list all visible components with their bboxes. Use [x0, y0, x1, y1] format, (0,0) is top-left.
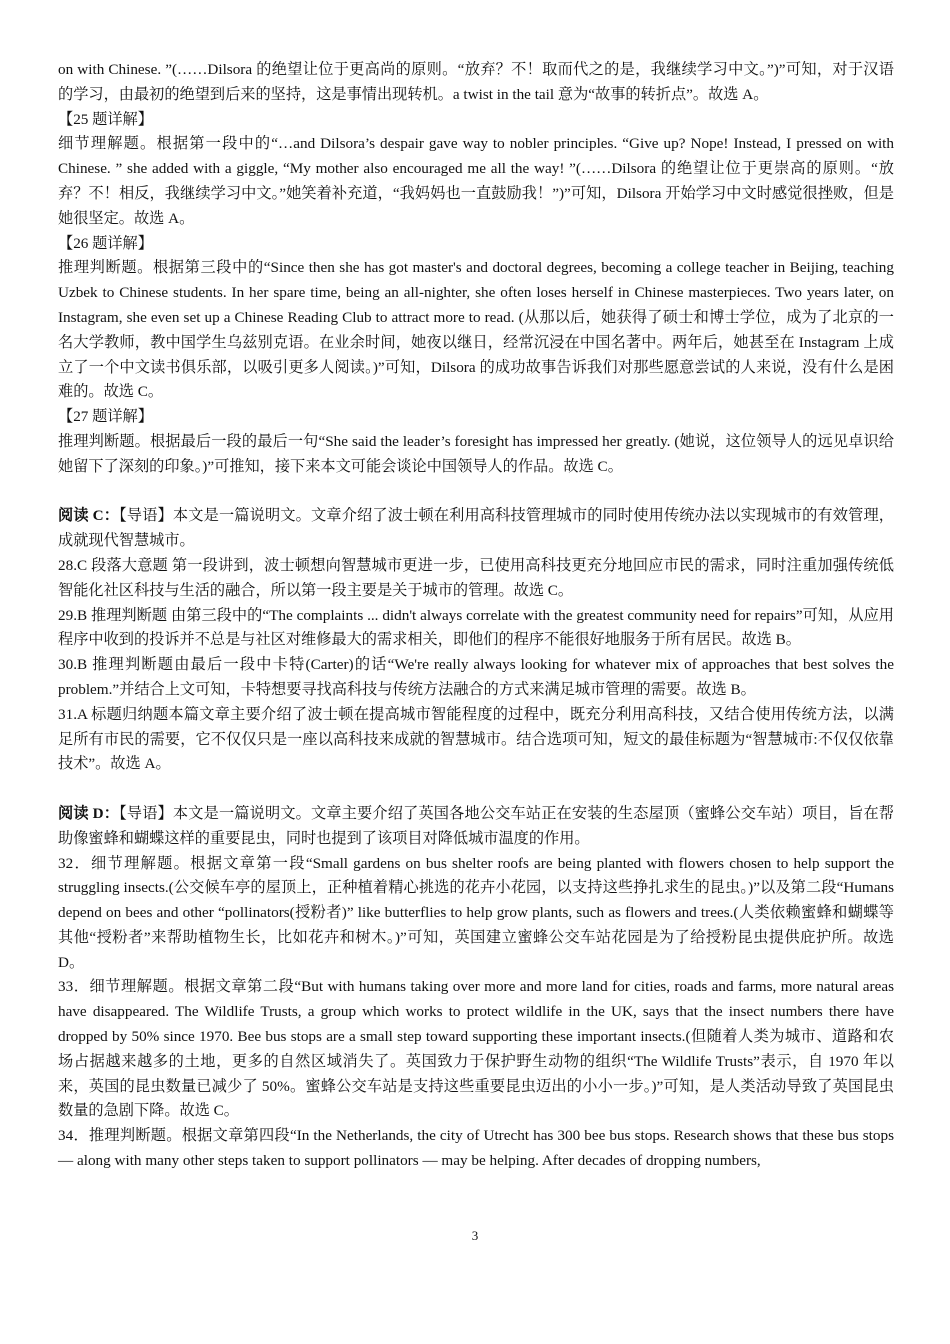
- explanation-paragraph: on with Chinese. ”(……Dilsora 的绝望让位于更高尚的原则。“放弃？不！取而代之的是，我继续学习中文。”)”可知，对于汉语的学习，由最初的绝望到后来的坚持，这是事情出现转机。a twist in the tail 意为“故事的转折点”。故选 A。: [58, 61, 894, 103]
- explanation-paragraph: 32．细节理解题。根据文章第一段“Small gardens on bus shelter roofs are being planted with flowers chosen to help support the struggling insects.(公交候车亭的屋顶上，正种植着精心挑选的花卉小花园，以支持这些挣扎求生的昆虫。)”以及第二段“Humans depend on bees and other “pollinators(授粉者)” like butterflies to help grow plants, such as flowers and trees.(人类依赖蜜蜂和蝴蝶等其他“授粉者”来帮助植物生长，比如花卉和树木。)”可知，英国建立蜜蜂公交车站花园是为了给授粉昆虫提供庇护所。故选 D。: [58, 854, 894, 971]
- explanation-paragraph: 30.B 推理判断题由最后一段中卡特(Carter)的话“We're really always looking for whatever mix of approaches that best solves the problem.”并结合上文可知，卡特想要寻找高科技与传统方法融合的方式来满足城市管理的需要。故选 B。: [58, 656, 894, 698]
- question-heading: 【27 题详解】: [58, 408, 153, 426]
- explanation-paragraph: 推理判断题。根据第三段中的“Since then she has got master's and doctoral degrees, becoming a college teacher in Beijing, teaching Uzbek to Chinese students. In her spare time, being an all-nighter, she often loses herself in Chinese masterpieces. Two years later, on Instagram, she even set up a Chinese Reading Club to attract more to read. (从那以后，她获得了硕士和博士学位，成为了北京的一名大学教师，教中国学生乌兹别克语。在业余时间，她夜以继日，经常沉浸在中国名著中。两年后，她甚至在 Instagram 上成立了一个中文读书俱乐部，以吸引更多人阅读。)”可知，Dilsora 的成功故事告诉我们对那些愿意尝试的人来说，没有什么是困难的。故选 C。: [58, 259, 894, 401]
- explanation-paragraph: 31.A 标题归纳题本篇文章主要介绍了波士顿在提高城市智能程度的过程中，既充分利用高科技，又结合使用传统方法，以满足所有市民的需要，它不仅仅只是一座以高科技来成就的智慧城市。结合选项可知，短文的最佳标题为“智慧城市:不仅仅依靠技术”。故选 A。: [58, 705, 894, 773]
- explanation-paragraph: 细节理解题。根据第一段中的“…and Dilsora’s despair gave way to nobler principles. “Give up? Nope! Instead, I pressed on with Chinese. ” she added with a giggle, “My mother also encouraged me all the way! ”(……Dilsora 的绝望让位于更崇高的原则。“放弃？不！相反，我继续学习中文。”她笑着补充道，“我妈妈也一直鼓励我！”)”可知，Dilsora 开始学习中文时感觉很挫败，但是她很坚定。故选 A。: [58, 135, 894, 227]
- section-intro-text: 【导语】本文是一篇说明文。文章介绍了波士顿在利用高科技管理城市的同时使用传统办法以实现城市的有效管理，成就现代智慧城市。: [58, 507, 894, 550]
- section-label: 阅读 D：: [58, 804, 120, 822]
- paragraph-gap: [58, 777, 894, 802]
- explanation-paragraph: 28.C 段落大意题 第一段讲到，波士顿想向智慧城市更进一步，已使用高科技更充分地回应市民的需求，同时注重加强传统低智能化社区科技与生活的融合，所以第一段主要是关于城市的管理。故选 C。: [58, 556, 894, 599]
- explanation-paragraph: 34．推理判断题。根据文章第四段“In the Netherlands, the city of Utrecht has 300 bee bus stops. Research shows that these bus stops— along with many other steps taken to support pollinators — may be helping. After decades of dropping numbers,: [58, 1127, 894, 1170]
- section-intro: [58, 802, 894, 852]
- section-intro-text: 【导语】本文是一篇说明文。文章主要介绍了英国各地公交车站正在安装的生态屋顶（蜜蜂公交车站）项目，旨在帮助像蜜蜂和蝴蝶这样的重要昆虫，同时也提到了该项目对降低城市温度的作用。: [58, 804, 894, 847]
- section-intro: [58, 504, 894, 554]
- question-heading: 【26 题详解】: [58, 234, 153, 252]
- document-body: [58, 58, 894, 1174]
- explanation-paragraph: 33．细节理解题。根据文章第二段“But with humans taking over more and more land for cities, roads and farms, more natural areas have disappeared. The Wildlife Trusts, a group which works to protect wildlife in the UK, says that the insect numbers there have dropped by 50% since 1970. Bee bus stops are a small step toward supporting these important insects.(但随着人类为城市、道路和农场占据越来越多的土地，更多的自然区域消失了。英国致力于保护野生动物的组织“The Wildlife Trusts”表示，自 1970 年以来，英国的昆虫数量已减少了 50%。蜜蜂公交车站是支持这些重要昆虫迈出的小小一步。)”可知，是人类活动导致了英国昆虫数量的急剧下降。故选 C。: [58, 978, 894, 1120]
- page-number: 3: [471, 1228, 479, 1243]
- explanation-paragraph: 推理判断题。根据最后一段的最后一句“She said the leader’s foresight has impressed her greatly. (她说，这位领导人的远见卓识给她留下了深刻的印象。)”可推知，接下来本文可能会谈论中国领导人的作品。故选 C。: [58, 432, 894, 475]
- explanation-paragraph: 29.B 推理判断题 由第三段中的“The complaints ... didn't always correlate with the greatest community need for repairs”可知，从应用程序中收到的投诉并不总是与社区对维修最大的需求相关，即他们的程序不能很好地服务于所有居民。故选 B。: [58, 606, 894, 649]
- paragraph-gap: [58, 480, 894, 505]
- question-heading: 【25 题详解】: [58, 110, 153, 128]
- section-label: 阅读 C：: [58, 507, 120, 525]
